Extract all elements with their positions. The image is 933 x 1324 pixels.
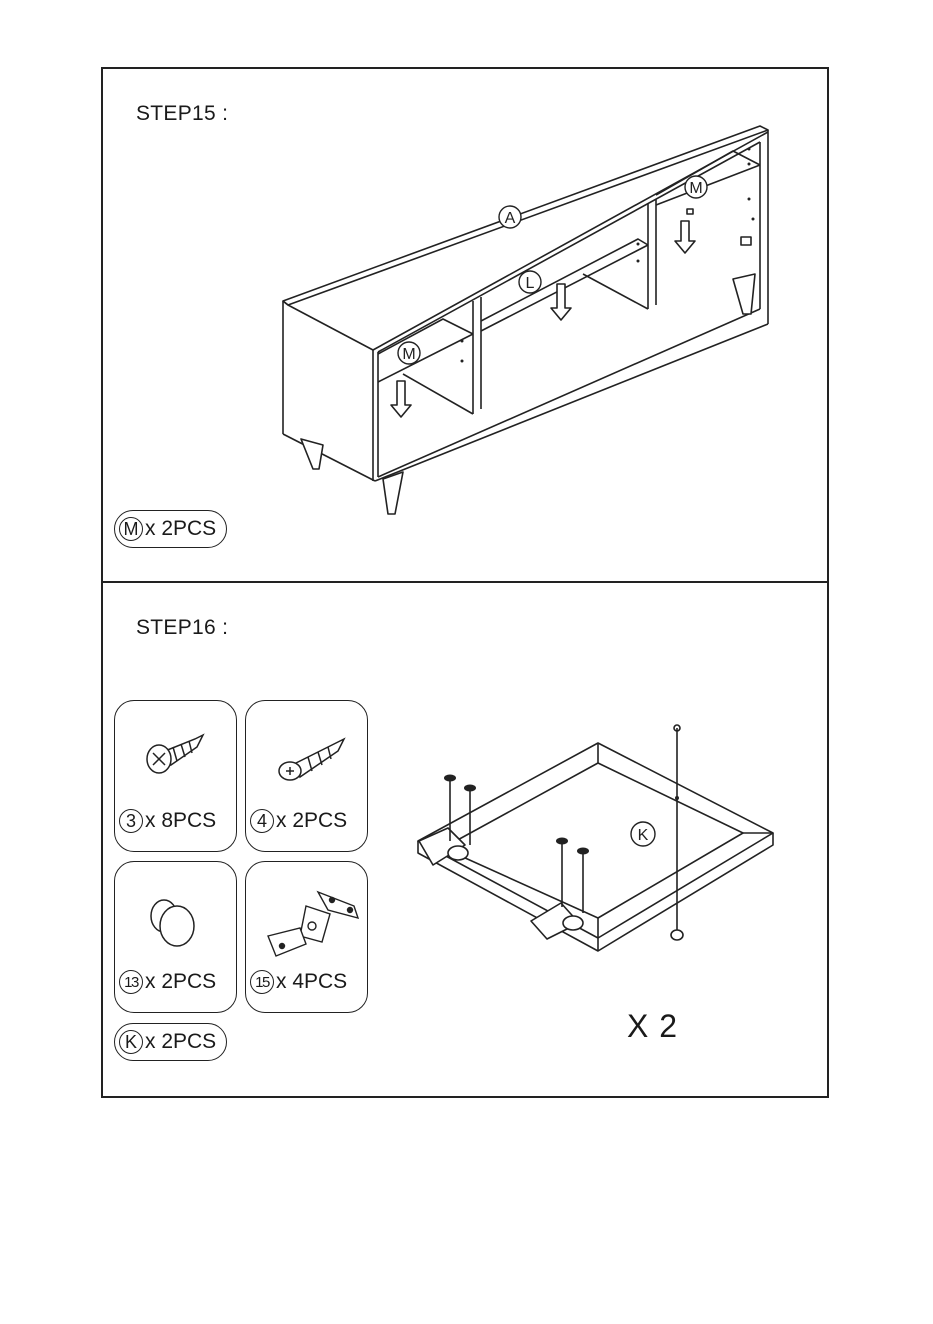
part-m-label-right: M: [689, 180, 703, 197]
part-l-label: L: [525, 275, 535, 292]
part-k-label: K: [637, 827, 649, 844]
step15-title: STEP15 :: [136, 102, 229, 125]
step15-panel: [101, 67, 829, 583]
part-m-quantity: [114, 510, 227, 548]
step16-title: STEP16 :: [136, 616, 229, 639]
part-15-qty: x 4PCS: [276, 970, 348, 993]
step16-panel: [101, 581, 829, 1098]
part-15-id: 15: [250, 970, 274, 994]
part-13-qty: x 2PCS: [145, 970, 217, 993]
part-a-label: A: [504, 210, 516, 227]
part-4-qty: x 2PCS: [276, 809, 348, 832]
part-13-id: 13: [119, 970, 143, 994]
part-m-qty: x 2PCS: [145, 517, 217, 540]
multiplier-label: X 2: [627, 1008, 679, 1044]
part-k-id: K: [119, 1030, 143, 1054]
part-4-id: 4: [250, 809, 274, 833]
door-drawing: [103, 583, 831, 1100]
part-3-id: 3: [119, 809, 143, 833]
cabinet-drawing: [103, 69, 831, 585]
part-k-qty: x 2PCS: [145, 1030, 217, 1053]
part-m-label-left: M: [402, 346, 416, 363]
part-3-qty: x 8PCS: [145, 809, 217, 832]
part-m-id: M: [119, 517, 143, 541]
